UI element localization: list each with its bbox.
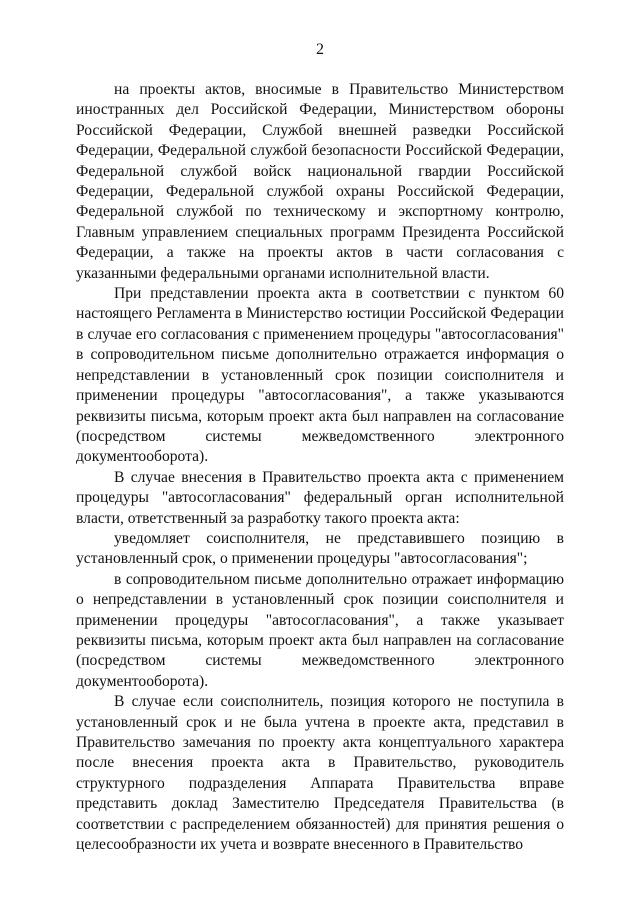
page-number: 2	[316, 41, 324, 58]
document-body	[76, 80, 564, 855]
paragraph: В случае если соисполнитель, позиция которого не поступила в установленный срок и не была учтена в проекте акта, представил в Правительство замечания по проекту акта концептуального характера после внесения проекта акта в Правительство, руководитель структурного подразделения Аппарата Правительства вправе представить доклад Заместителю Председателя Правительства (в соответствии с распределением обязанностей) для принятия решения о целесообразности их учета и возврате внесенного в Правительство	[76, 693, 564, 854]
paragraph: В случае внесения в Правительство проекта акта с применением процедуры "автосогласования" федеральный орган исполнительной власти, ответственный за разработку такого проекта акта:	[76, 468, 564, 527]
paragraph: уведомляет соисполнителя, не представившего позицию в установленный срок, о применении процедуры "автосогласования";	[76, 529, 564, 568]
paragraph: на проекты актов, вносимые в Правительство Министерством иностранных дел Российской Федерации, Министерством обороны Российской Федерации, Службой внешней разведки Российской Федерации, Федеральной службой безопасности Российской Федерации, Федеральной службой войск национальной гвардии Российской Федерации, Федеральной службой охраны Российской Федерации, Федеральной службой по техническому и экспортному контролю, Главным управлением специальных программ Президента Российской Федерации, а также на проекты актов в части согласования с указанными федеральными органами исполнительной власти.	[76, 81, 564, 282]
paragraph: в сопроводительном письме дополнительно отражает информацию о непредставлении в установленный срок позиции соисполнителя и применении процедуры "автосогласования", а также указывает реквизиты письма, которым проект акта был направлен на согласование (посредством системы межведомственного электронного документооборота).	[76, 570, 564, 690]
paragraph: При представлении проекта акта в соответствии с пунктом 60 настоящего Регламента в Министерство юстиции Российской Федерации в случае его согласования с применением процедуры "автосогласования" в сопроводительном письме дополнительно отражается информация о непредставлении в установленный срок позиции соисполнителя и применении процедуры "автосогласования", а также указываются реквизиты письма, которым проект акта был направлен на согласование (посредством системы межведомственного электронного документооборота).	[76, 285, 564, 466]
